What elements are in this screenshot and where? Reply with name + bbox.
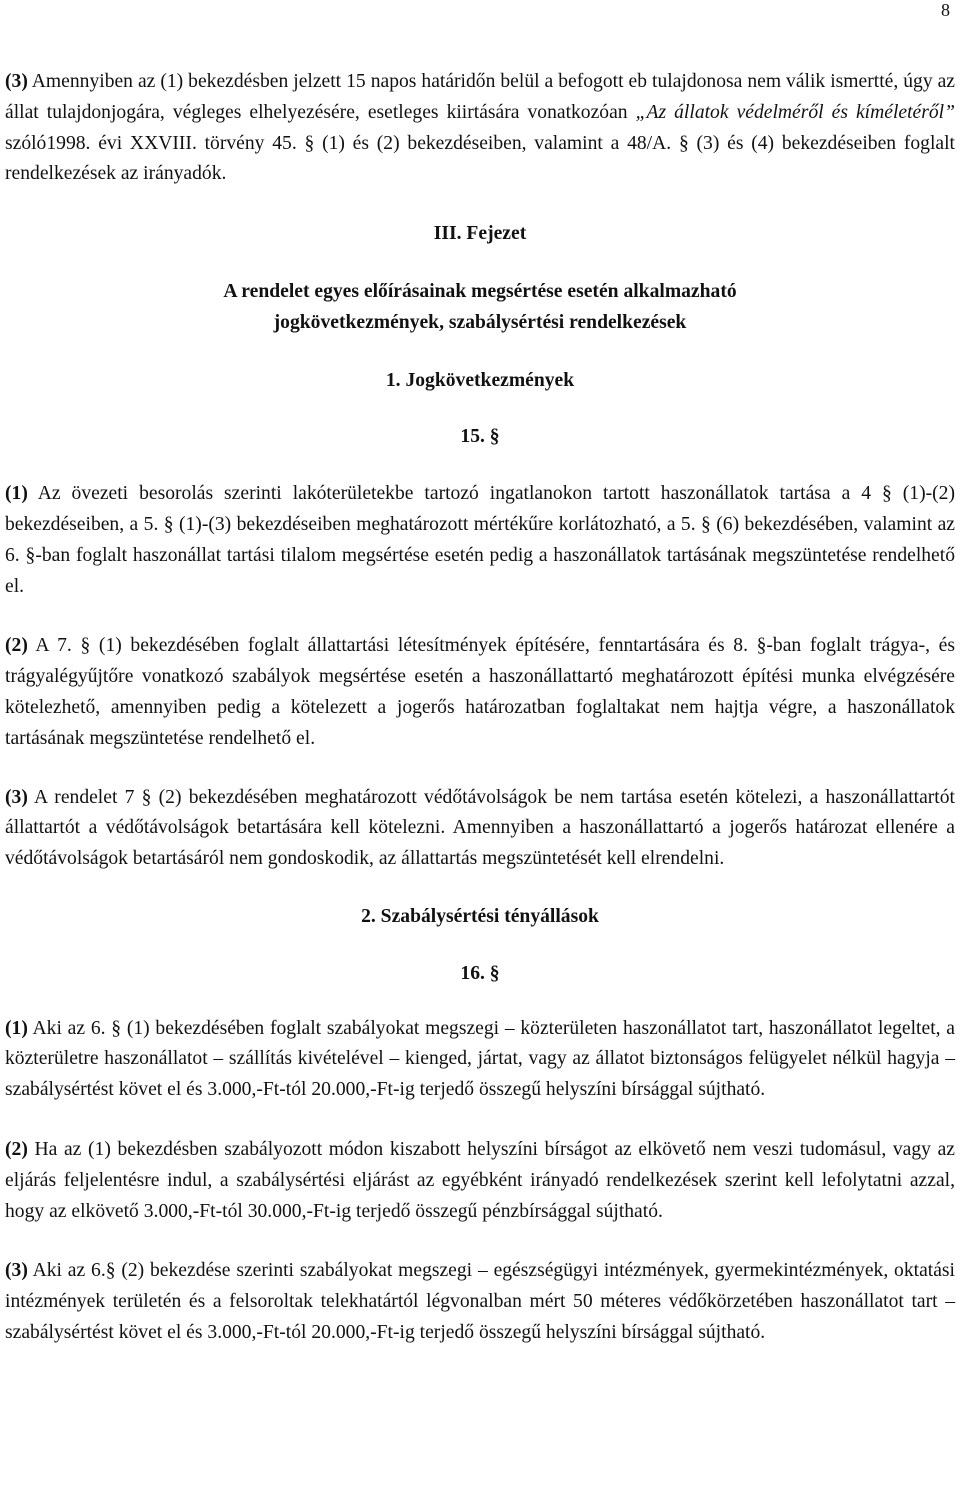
paragraph-number: (3) bbox=[5, 71, 28, 92]
paragraph-number: (3) bbox=[5, 786, 28, 808]
section-title-szabalysertesi: 2. Szabálysértési tényállások bbox=[361, 905, 599, 927]
article-heading-15: 15. § bbox=[460, 426, 500, 448]
paragraph-number: (1) bbox=[5, 483, 28, 505]
paragraph-number: (2) bbox=[5, 1138, 28, 1160]
paragraph-number: (2) bbox=[5, 635, 28, 657]
article-heading-16: 16. § bbox=[460, 962, 500, 984]
paragraph-15-1 bbox=[5, 479, 955, 602]
paragraph-text-cont: szóló1998. évi XXVIII. törvény 45. § (1) és (2) bekezdéseiben, valamint a 48/A. § (3) és (4) bekezdéseiben foglalt rendelkezések az irányadók. bbox=[5, 132, 955, 185]
paragraph-text: A rendelet 7 § (2) bekezdésében meghatározott védőtávolságok be nem tartása esetén kötelezi, a haszonállattartót állattartót a védőtávolságok betartására kell kötelezni. Amennyiben a haszonállattartó a jogerős határozat ellenére a védőtávolságok betartásáról nem gondoskodik, az állattartás megszüntetését kell elrendelni. bbox=[5, 786, 955, 870]
paragraph-text: Az övezeti besorolás szerinti lakóterületekbe tartozó ingatlanokon tartott haszonállatok tartása a 4 § (1)-(2) bekezdéseiben, a 5. § (1)-(3) bekezdéseiben meghatározott mértékűre korlátozható, a 5. § (6) bekezdésében, valamint az 6. §-ban foglalt haszonállat tartási tilalom megsértése esetén pedig a haszonállatok tartásának megszüntetése rendelhető el. bbox=[5, 483, 955, 597]
paragraph-text: Amennyiben az (1) bekezdésben jelzett 15 napos határidőn belül a befogott eb tulajdonosa nem válik ismertté, úgy az állat tulajdonjogára, végleges elhelyezésére, esetleges kiirtására vonatkozóan bbox=[5, 71, 955, 123]
paragraph-16-3 bbox=[5, 1256, 955, 1348]
chapter-title-line2: jogkövetkezmények, szabálysértési rendelkezések bbox=[273, 311, 687, 333]
law-title: „Az állatok védelméről és kíméletéről” bbox=[635, 101, 956, 123]
chapter-title-line1: A rendelet egyes előírásainak megsértése esetén alkalmazható bbox=[223, 280, 737, 302]
chapter-number: III. Fejezet bbox=[433, 223, 527, 245]
section-title-jogkovetkezmenyek: 1. Jogkövetkezmények bbox=[385, 369, 575, 391]
paragraph-14-3 bbox=[5, 67, 955, 190]
paragraph-16-2 bbox=[5, 1135, 955, 1227]
paragraph-16-1 bbox=[5, 1014, 955, 1106]
paragraph-15-2 bbox=[5, 631, 955, 754]
paragraph-number: (3) bbox=[5, 1260, 28, 1282]
paragraph-text: Aki az 6.§ (2) bekezdése szerinti szabályokat megszegi – egészségügyi intézmények, gyermekintézmények, oktatási intézmények területén és a felsoroltak telekhatártól légvonalban mért 50 méteres védőkörzetében haszonállatot tart – szabálysértést követ el és 3.000,-Ft-tól 20.000,-Ft-ig terjedő összegű helyszíni bírsággal sújtható. bbox=[5, 1260, 955, 1343]
page-number: 8 bbox=[941, 0, 950, 20]
paragraph-15-3 bbox=[5, 783, 955, 875]
paragraph-number: (1) bbox=[5, 1017, 28, 1039]
paragraph-text: Ha az (1) bekezdésben szabályozott módon kiszabott helyszíni bírságot az elkövető nem veszi tudomásul, vagy az eljárás feljelentésre indul, a szabálysértési eljárást az egyébként irányadó rendelkezések szerint kell lefolytatni azzal, hogy az elkövető 3.000,-Ft-tól 30.000,-Ft-ig terjedő összegű pénzbírsággal sújtható. bbox=[5, 1138, 955, 1222]
paragraph-text: Aki az 6. § (1) bekezdésében foglalt szabályokat megszegi – közterületen haszonállatot tart, haszonállatot legeltet, a közterületre haszonállatot – szállítás kivételével – kienged, jártat, vagy az állatot biztonságos felügyelet nélkül hagyja – szabálysértést követ el és 3.000,-Ft-tól 20.000,-Ft-ig terjedő összegű helyszíni bírsággal sújtható. bbox=[5, 1017, 955, 1101]
paragraph-text: A 7. § (1) bekezdésében foglalt állattartási létesítmények építésére, fenntartására és 8. §-ban foglalt trágya-, és trágyalégyűjtőre vonatkozó szabályok megsértése esetén a haszonállattartó meghatározott építési munka elvégzésére kötelezhető, amennyiben pedig a kötelezett a jogerős határozatban foglaltakat nem hajtja végre, a haszonállatok tartásának megszüntetése rendelhető el. bbox=[5, 635, 955, 749]
document-body bbox=[5, 67, 955, 1349]
